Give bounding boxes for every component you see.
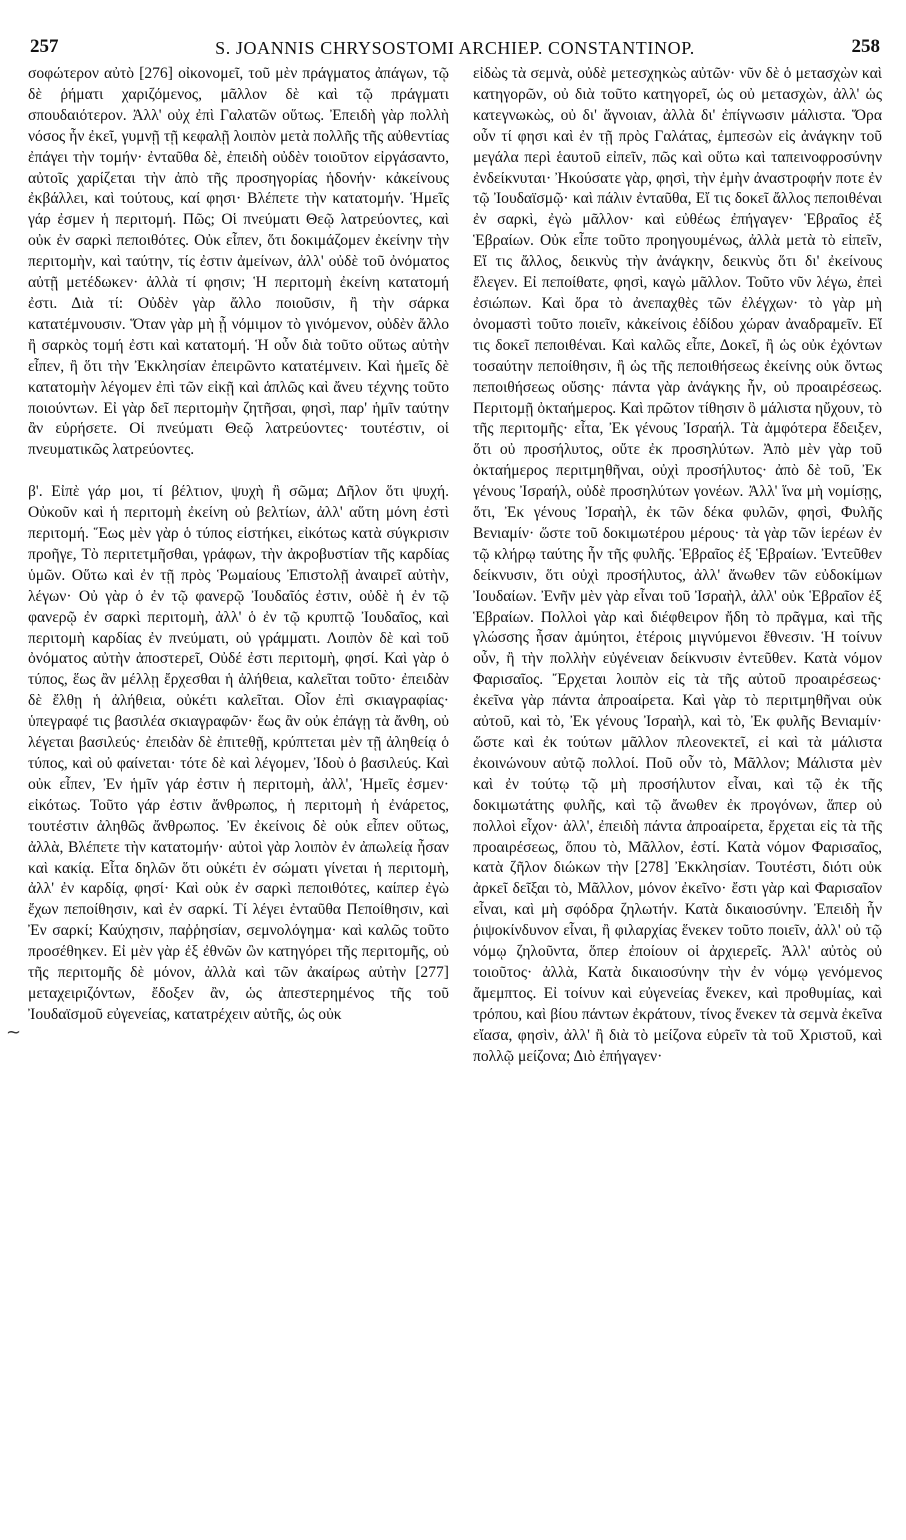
right-page-number: 258 xyxy=(851,36,880,57)
right-paragraph-1: εἰδὼς τὰ σεμνὰ, οὐδὲ μετεσχηκὼς αὐτῶν· νῦν δὲ ὁ μετασχὼν καὶ κατηγορῶν, οὐ διὰ τοῦτο κατηγορεῖ, ὡς οὐ μετασχὼν, ἀλλ' ὡς κατεγνωκὼς, οὐ δι' ἄγνοιαν, ἀλλὰ δι' ἐπίγνωσιν μάλιστα. Ὅρα οὖν τί φησι καὶ ἐν τῇ πρὸς Γαλάτας, ἐμπεσὼν εἰς ἀνάγκην τοῦ μεγάλα περὶ ἑαυτοῦ εἰπεῖν, πῶς καὶ οὕτω καὶ ταπεινοφροσύνην ἐνδείκνυται· Ἠκούσατε γὰρ, φησὶ, τὴν ἐμὴν ἀναστροφήν ποτε ἐν τῷ Ἰουδαϊσμῷ· καὶ πάλιν ἐνταῦθα, Εἴ τις δοκεῖ ἄλλος πεποιθέναι ἐν σαρκὶ, ἐγὼ μᾶλλον· καὶ εὐθέως ἐπήγαγεν· Ἑβραῖος ἐξ Ἑβραίων. Οὐκ εἶπε τοῦτο προηγουμένως, ἀλλὰ μετὰ τὸ εἰπεῖν, Εἴ τις ἄλλος, δεικνὺς τὴν ἀνάγκην, δεικνὺς ὅτι δι' ἐκείνους ἔλεγεν. Εἰ πεποίθατε, φησὶ, καγὼ μᾶλλον. Τοῦτο νῦν λέγω, ἐπεὶ ἐσιώπων. Καὶ ὅρα τὸ ἀνεπαχθὲς τῶν ἐλέγχων· τὸ γὰρ μὴ ὀνομαστὶ τοῦτο ποιεῖν, κἀκείνοις ἐδίδου χώραν ἀναδραμεῖν. Εἴ τις δοκεῖ πεποιθέναι. Καὶ καλῶς εἶπε, Δοκεῖ, ἢ ὡς οὐκ ἐχόντων τοσαύτην πεποίθησιν, ἢ ὡς τῆς πεποιθήσεως ἐκείνης οὐκ ὄντως πεποιθήσεως οὔσης· πάντα γὰρ ἀνάγκης ἦν, οὐ προαιρέσεως. Περιτομῇ ὀκταήμερος. Καὶ πρῶτον τίθησιν ὃ μάλιστα ηὔχουν, τὸ τῆς περιτομῆς· εἶτα, Ἐκ γένους Ἰσραήλ. Τὰ ἀμφότερα ἔδειξεν, ὅτι οὐ προσήλυτος, οὔτε ἐκ προσηλύτων. Ἀπὸ μὲν γὰρ τοῦ ὀκταήμερος περιτμηθῆναι, οὐχὶ προσήλυτος· ἀπὸ δὲ τοῦ, Ἐκ γένους Ἰσραήλ, οὐδὲ προσηλύτων γονέων. Ἀλλ' ἵνα μὴ νομίσῃς, ὅτι, Ἐκ γένους Ἰσραὴλ, ἐκ τῶν δέκα φυλῶν, φησὶ, Φυλῆς Βενιαμίν· ὥστε τοῦ δοκιμωτέρου μέρους· τὰ γὰρ τῶν ἱερέων ἐν τῷ κλήρῳ ταύτης ἦν τῆς φυλῆς. Ἑβραῖος ἐξ Ἑβραίων. Ἐντεῦθεν δείκνυσιν, ὅτι οὐχὶ προσήλυτος, ἀλλ' ἄνωθεν τῶν εὐδοκίμων Ἰουδαίων. Ἐνῆν μὲν γὰρ εἶναι τοῦ Ἰσραὴλ, ἀλλ' οὐκ Ἑβραῖον ἐξ Ἑβραίων. Πολλοὶ γὰρ καὶ διέφθειρον ἤδη τὸ πρᾶγμα, καὶ τῆς γλώσσης ἦσαν ἀμύητοι, ἑτέροις μιγνύμενοι ἔθνεσιν. Ἡ τοίνυν οὖν, ἢ τὴν πολλὴν εὐγένειαν δείκνυσιν ἐντεῦθεν. Κατὰ νόμον Φαρισαῖος. Ἔρχεται λοιπὸν εἰς τὰ τῆς αὐτοῦ προαιρέσεως· ἐκεῖνα γὰρ πάντα ἀπροαίρετα. Καὶ γὰρ τὸ περιτμηθῆναι οὐκ αὐτοῦ, καὶ τὸ, Ἐκ γένους Ἰσραὴλ, καὶ τὸ, Ἐκ φυλῆς Βενιαμίν· ὥστε καὶ ἐκ τούτων μᾶλλον πλεονεκτεῖ, εἰ καὶ τὰ μάλιστα ἐκοινώνουν αὐτῷ πολλοί. Ποῦ οὖν τὸ, Μᾶλλον; Μάλιστα μὲν καὶ ἐν τούτῳ τῷ μὴ προσήλυτον εἶναι, καὶ τῷ ἐκ τῆς δοκιμωτάτης φυλῆς, καὶ τῷ ἄνωθεν ἐκ προγόνων, ἅπερ οὐ πολλοὶ εἶχον· ἀλλ', ἐπειδὴ πάντα ἀπροαίρετα, ἔρχεται εἰς τὰ τῆς προαιρέσεως, ὅπου τὸ, Μᾶλλον, ἐστί. Κατὰ νόμον Φαρισαῖος, κατὰ ζῆλον διώκων τὴν [278] Ἐκκλησίαν. Τουτέστι, διότι οὐκ ἀρκεῖ δεῖξαι τὸ, Μᾶλλον, μόνον ἐκεῖνο· ἔστι γὰρ καὶ Φαρισαῖον εἶναι, καὶ μὴ σφόδρα ζηλωτήν. Κατὰ δικαιοσύνην. Ἐπειδὴ ἦν ῥιψοκίνδυνον εἶναι, ἢ φιλαρχίας ἕνεκεν τοῦτο ποιεῖν, ἀλλ' οὐ τῷ νόμῳ ζηλοῦντα, ὅπερ ἐποίουν οἱ ἀρχιερεῖς. Ἀλλ' αὐτὸς οὐ τοιοῦτος· ἀλλὰ, Κατὰ δικαιοσύνην τὴν ἐν νόμῳ γενόμενος ἄμεμπτος. Εἰ τοίνυν καὶ εὐγενείας ἕνεκεν, καὶ προθυμίας, καὶ τρόπου, καὶ βίου πάντων ἐκράτουν, τίνος ἕνεκεν τὰ σεμνὰ ἐκεῖνα εἴασα, φησὶν, ἀλλ' ἢ διὰ τὸ μείζονα εὑρεῖν τὰ τοῦ Χριστοῦ, καὶ πολλῷ μείζονα; Διὸ ἐπήγαγεν· xyxy=(473,65,882,1065)
left-paragraph-2: β'. Εἰπὲ γάρ μοι, τί βέλτιον, ψυχὴ ἢ σῶμα; Δῆλον ὅτι ψυχή. Οὐκοῦν καὶ ἡ περιτομὴ ἐκείνη οὐ βελτίων, ἀλλ' αὕτη μόνη ἐστὶ περιτομή. Ἕως μὲν γὰρ ὁ τύπος εἱστήκει, εἰκότως κατὰ σύγκρισιν προῆγε, Τὸ περιτετμῆσθαι, γράφων, τὴν ἀκροβυστίαν τῆς καρδίας ὑμῶν. Οὕτω καὶ ἐν τῇ πρὸς Ῥωμαίους Ἐπιστολῇ ἀναιρεῖ αὐτὴν, λέγων· Οὐ γὰρ ὁ ἐν τῷ φανερῷ Ἰουδαῖός ἐστιν, οὐδὲ ἡ ἐν τῷ φανερῷ ἐν σαρκὶ περιτομὴ, ἀλλ' ὁ ἐν τῷ κρυπτῷ Ἰουδαῖος, καὶ περιτομὴ καρδίας ἐν πνεύματι, οὐ γράμματι. Λοιπὸν δὲ καὶ τοῦ ὀνόματος αὐτὴν ἀποστερεῖ, Οὐδέ ἐστι περιτομὴ, φησί. Καὶ γὰρ ὁ τύπος, ἕως ἂν μέλλῃ ἔρχεσθαι ἡ ἀλήθεια, καλεῖται τοῦτο· ἐπειδὰν δὲ ἔλθῃ ἡ ἀλήθεια, οὐκέτι καλεῖται. Οἷον ἐπὶ σκιαγραφίας· ὑπεγραφέ τις βασιλέα σκιαγραφῶν· ἕως ἂν οὐκ ἐπάγῃ τὰ ἄνθη, οὐ λέγεται βασιλεύς· ἐπειδὰν δὲ ἐπιτεθῇ, κρύπτεται μὲν τῇ ἀληθείᾳ ὁ τύπος, καὶ οὐ φαίνεται· τότε δὲ καὶ λέγομεν, Ἰδοὺ ὁ βασιλεύς. Καὶ οὐκ εἶπεν, Ἐν ἡμῖν γάρ ἐστιν ἡ περιτομὴ, ἀλλ', Ἡμεῖς ἐσμεν· εἰκότως. Τοῦτο γάρ ἐστιν ἄνθρωπος, ἡ περιτομὴ ἡ ἐνάρετος, τουτέστιν ἀληθῶς ἄνθρωπος. Ἐν ἐκείνοις δὲ οὐκ εἶπεν οὕτως, ἀλλὰ, Βλέπετε τὴν κατατομήν· αὐτοὶ γὰρ λοιπὸν ἐν ἀπωλείᾳ ἦσαν καὶ κακίᾳ. Εἶτα δηλῶν ὅτι οὐκέτι ἐν σώματι γίνεται ἡ περιτομὴ, ἀλλ' ἐν καρδίᾳ, φησί· Καὶ οὐκ ἐν σαρκὶ πεποιθότες, καίπερ ἐγὼ ἔχων πεποίθησιν, καὶ ἐν σαρκί. Τί λέγει ἐνταῦθα Πεποίθησιν, καὶ Ἐν σαρκί; Καύχησιν, παῤῥησίαν, σεμνολόγημα· καὶ καλῶς τοῦτο προσέθηκεν. Εἰ μὲν γὰρ ἐξ ἐθνῶν ὢν κατηγόρει τῆς περιτομῆς, οὐ τῆς περιτομῆς δὲ μόνον, ἀλλὰ καὶ τῶν ἀκαίρως αὐτὴν [277] μεταχειριζόντων, ἔδοξεν ἂν, ὡς ἀπεστερημένος τῆς τοῦ Ἰουδαϊσμοῦ εὐγενείας, κατατρέχειν αὐτῆς, ὡς οὐκ xyxy=(28,483,449,1023)
running-header xyxy=(30,36,880,66)
right-column xyxy=(473,64,882,1068)
left-column xyxy=(28,64,449,1026)
running-title: S. JOANNIS CHRYSOSTOMI ARCHIEP. CONSTANTINOP. xyxy=(215,38,695,58)
left-paragraph-1: σοφώτερον αὐτὸ [276] οἰκονομεῖ, τοῦ μὲν πράγματος ἀπάγων, τῷ δὲ ῥήματι χαριζόμενος, μᾶλλον δὲ καὶ τῷ πράγματι σπουδαιότερον. Ἀλλ' οὐχ ἐπὶ Γαλατῶν οὕτως. Ἐπειδὴ γὰρ πολλὴ νόσος ἦν ἐκεῖ, γυμνῇ τῇ κεφαλῇ λοιπὸν μετὰ πολλῆς τῆς αὐθεντίας ἐπάγει τὴν τομήν· ἐνταῦθα δὲ, ἐπειδὴ οὐδὲν τοιοῦτον εἰργάσαντο, αὐτοῖς χαρίζεται τὴν ἀπὸ τῆς προσηγορίας ἡδονήν· κἀκείνους ἐκβάλλει, καὶ τούτους, καί φησι· Βλέπετε τὴν κατατομήν. Ἡμεῖς γάρ ἐσμεν ἡ περιτομή. Πῶς; Οἱ πνεύματι Θεῷ λατρεύοντες, καὶ οὐκ ἐν σαρκὶ πεποιθότες. Οὐκ εἶπεν, ὅτι δοκιμάζομεν ἐκείνην τὴν περιτομὴν, καὶ ταύτην, τίς ἐστιν ἀμείνων, ἀλλ' οὐδὲ τοῦ ὀνόματος αὐτῇ μετέδωκεν· ἀλλὰ τί φησιν; Ἡ περιτομὴ ἐκείνη κατατομή ἐστι. Διὰ τί: Οὐδὲν γὰρ ἄλλο ποιοῦσιν, ἢ τὴν σάρκα κατατέμνουσιν. Ὅταν γὰρ μὴ ᾖ νόμιμον τὸ γινόμενον, οὐδὲν ἄλλο ἢ σαρκὸς τομή ἐστι καὶ κατατομή. Ἡ οὖν διὰ τοῦτο οὕτως αὐτὴν εἶπεν, ἢ ὅτι τὴν Ἐκκλησίαν ἐπειρῶντο κατατέμνειν. Καὶ ἡμεῖς δὲ κατατομὴν λέγομεν ἐπὶ τῶν εἰκῇ καὶ ἁπλῶς καὶ ἄνευ τέχνης τοῦτο ποιούντων. Εἰ γὰρ δεῖ περιτομὴν ζητῆσαι, φησὶ, παρ' ἡμῖν ταύτην ἂν εὑρήσετε. Οἱ πνεύματι Θεῷ λατρεύοντες· τουτέστιν, οἱ πνευματικῶς λατρεύοντες. xyxy=(28,65,449,459)
margin-mark: ~ xyxy=(6,1022,22,1043)
left-page-number: 257 xyxy=(30,36,59,57)
